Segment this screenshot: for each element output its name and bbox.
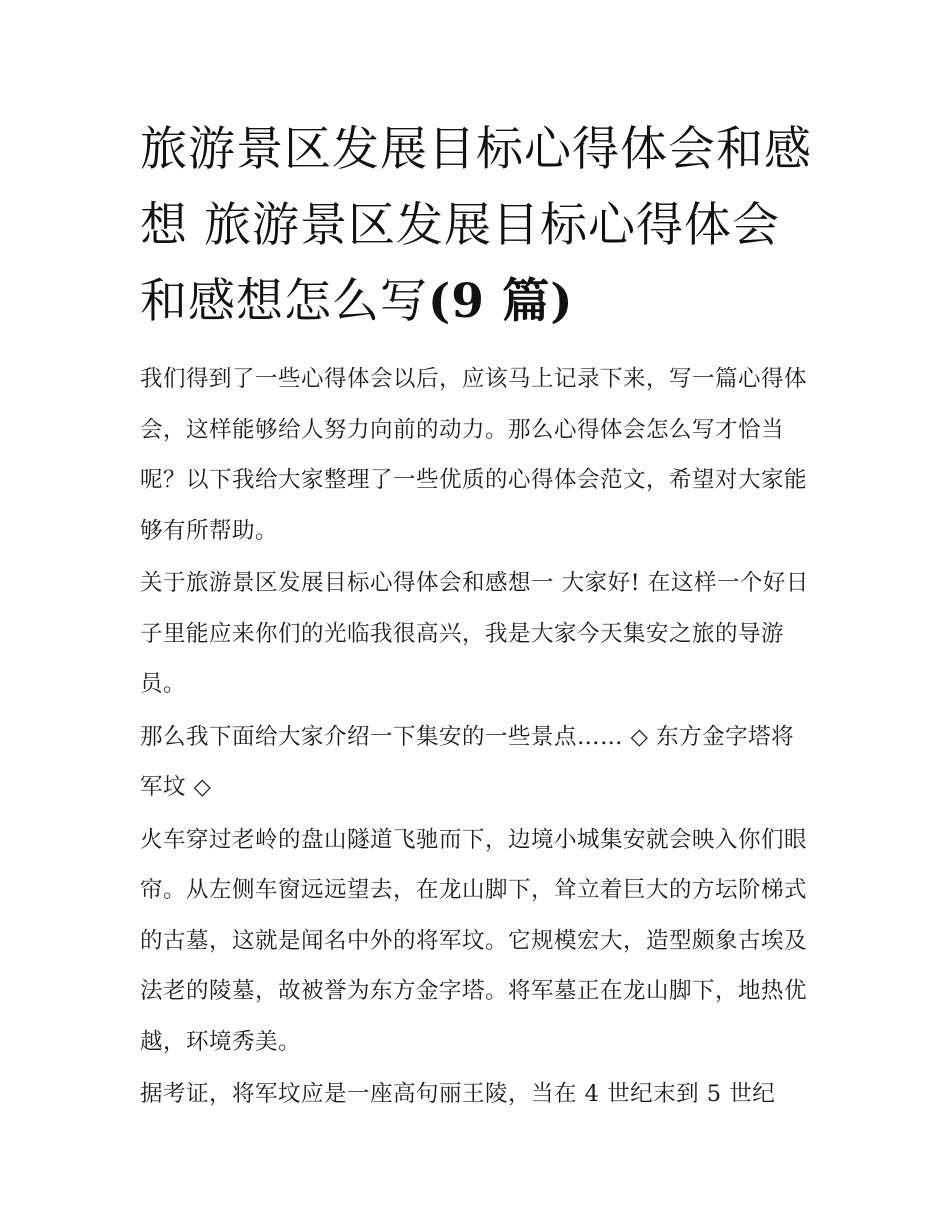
title-suffix: (9 篇) bbox=[428, 274, 574, 329]
paragraph-greeting: 关于旅游景区发展目标心得体会和感想一 大家好! 在这样一个好日子里能应来你们的光临我很高兴，我是大家今天集安之旅的导游员。 bbox=[140, 570, 809, 697]
paragraph-history: 据考证，将军坟应是一座高句丽王陵，当在 4 世纪末到 5 世纪 bbox=[140, 1081, 776, 1107]
document-title bbox=[140, 112, 812, 340]
paragraph-description: 火车穿过老岭的盘山隧道飞驰而下，边境小城集安就会映入你们眼帘。从左侧车窗远远望去，在龙山脚下，耸立着巨大的方坛阶梯式的古墓，这就是闻名中外的将军坟。它规模宏大，造型颇象古埃及法老的陵墓，故被誉为东方金字塔。将军墓正在龙山脚下，地热优越，环境秀美。 bbox=[140, 826, 808, 1055]
paragraph-intro: 我们得到了一些心得体会以后，应该马上记录下来，写一篇心得体会，这样能够给人努力向前的动力。那么心得体会怎么写才恰当呢？以下我给大家整理了一些优质的心得体会范文，希望对大家能够有所帮助。 bbox=[140, 366, 808, 544]
paragraph-section-heading: 那么我下面给大家介绍一下集安的一些景点…… ◇ 东方金字塔将军坟 ◇ bbox=[140, 723, 795, 800]
title-main: 旅游景区发展目标心得体会和感想 旅游景区发展目标心得体会和感想怎么写 bbox=[140, 122, 812, 329]
document-body bbox=[140, 112, 812, 1122]
